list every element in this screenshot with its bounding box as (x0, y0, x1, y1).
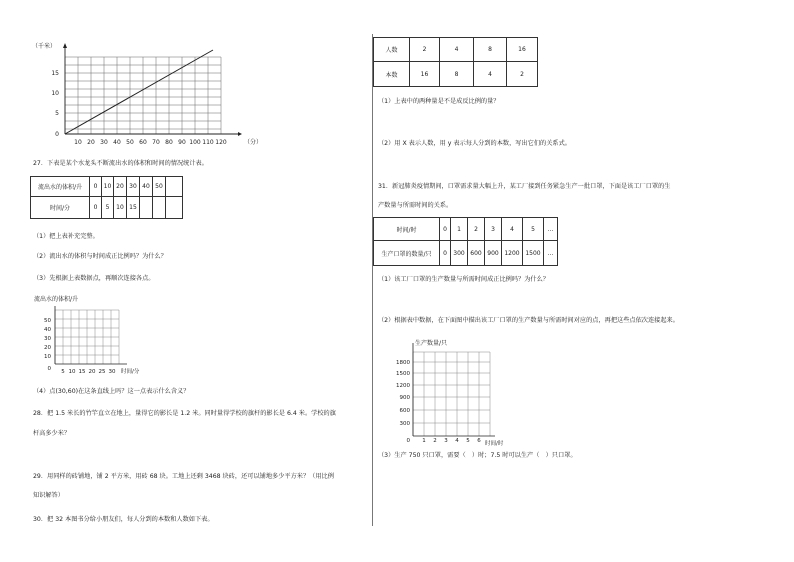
q30-row-label: 人数 (374, 38, 410, 62)
x-tick: 6 (477, 438, 481, 444)
q31-chart-ylabel: 生产数量/只 (415, 340, 448, 347)
table-cell: 2 (468, 218, 485, 241)
q30-sub1: （1）上表中的两种量是不是成反比例的量？ (378, 98, 500, 105)
table-cell: 1200 (502, 241, 523, 266)
table-cell: 0 (440, 218, 451, 241)
table-cell: 600 (468, 241, 485, 266)
q27-chart-ylabel: 流出水的体积/升 (34, 296, 79, 303)
q27-row-label: 时间/分 (31, 197, 90, 219)
x-tick: 10 (74, 139, 82, 146)
q31-row-label: 时间/时 (374, 218, 440, 241)
x-tick: 20 (87, 139, 95, 146)
y-tick: 40 (44, 327, 51, 333)
y-tick: 10 (44, 354, 51, 360)
table-cell: 10 (102, 177, 114, 197)
table-cell: 40 (140, 177, 153, 197)
table-cell: 900 (485, 241, 502, 266)
table-cell: 15 (127, 197, 140, 219)
q31-chart (373, 335, 513, 447)
y-tick: 600 (399, 408, 410, 414)
y-tick: 20 (44, 345, 51, 351)
y-tick: 900 (399, 395, 410, 401)
column-divider (372, 34, 373, 526)
table-cell: 30 (127, 177, 140, 197)
q31-table (373, 217, 558, 266)
x-tick: 50 (126, 139, 134, 146)
x-tick: 4 (455, 438, 459, 444)
origin-label: 0 (47, 366, 51, 372)
table-cell: 8 (440, 62, 474, 87)
x-tick: 5 (466, 438, 470, 444)
table-cell: … (544, 218, 558, 241)
x-unit-label: （分） (244, 139, 263, 146)
q30-sub2: （2）用 X 表示人数，用 y 表示每人分到的本数，写出它们的关系式。 (378, 140, 571, 147)
y-tick: 15 (51, 70, 59, 77)
distance-line (65, 50, 213, 134)
y-tick: 1800 (396, 360, 410, 366)
table-cell (153, 197, 166, 219)
y-unit-label: （千米） (32, 43, 57, 50)
y-tick: 0 (55, 131, 59, 138)
y-tick: 1500 (396, 371, 410, 377)
q27-title: 27．下表是某个水龙头不断流出水的体积和时间的情况统计表。 (33, 160, 208, 167)
q31-line1: 31．新冠肺炎疫情期间，口罩需求量大幅上升，某工厂接到任务紧急生产一批口罩，下面是该工厂口罩的生 (378, 183, 671, 190)
table-cell: 4 (474, 62, 507, 87)
q30-table (373, 37, 538, 87)
x-tick: 3 (444, 438, 448, 444)
q29-line2: 知识解答） (33, 492, 64, 499)
x-tick: 30 (108, 369, 116, 375)
distance-time-chart (30, 38, 263, 150)
q31-sub1: （1）该工厂口罩的生产数量与所需时间成正比例吗？为什么？ (378, 276, 549, 283)
table-cell: 16 (410, 62, 440, 87)
q27-table (30, 176, 183, 219)
q27-sub3: （3）先根据上表数据点，再顺次连接各点。 (33, 275, 155, 282)
q30-row-label: 本数 (374, 62, 410, 87)
q28-line1: 28．把 1.5 米长的竹竿直立在地上，量得它的影长是 1.2 米。同时量得学校的旗杆的影长是 6.4 米。学校的旗 (33, 410, 336, 417)
q27-chart-xlabel: 时间/分 (121, 369, 140, 375)
table-cell: 2 (507, 62, 538, 87)
q27-sub1: （1）把上表补充完整。 (33, 233, 99, 240)
table-cell: 50 (153, 177, 166, 197)
x-tick: 20 (88, 369, 96, 375)
table-cell: 4 (440, 38, 474, 62)
table-cell: 16 (507, 38, 538, 62)
y-tick: 50 (44, 318, 51, 324)
y-tick: 10 (51, 90, 59, 97)
x-tick: 80 (165, 139, 173, 146)
table-cell: 20 (114, 177, 127, 197)
y-tick: 1200 (396, 383, 410, 389)
q27-chart (30, 292, 170, 380)
x-tick: 110 (202, 139, 214, 146)
y-tick: 5 (55, 110, 59, 117)
q28-line2: 杆高多少米？ (33, 430, 71, 437)
table-cell: 0 (90, 177, 102, 197)
x-tick: 2 (433, 438, 437, 444)
table-cell: 5 (523, 218, 544, 241)
q30-title: 30．把 32 本图书分给小朋友们，每人分到的本数和人数如下表。 (33, 516, 214, 523)
table-cell: 10 (114, 197, 127, 219)
q29-line1: 29．用同样的砖铺地，铺 2 平方米，用砖 68 块。工地上还剩 3468 块砖，还可以铺地多少平方米？（用比例 (33, 473, 334, 480)
q27-sub4: （4）点(30,60)在这条直线上吗？这一点表示什么含义？ (33, 388, 190, 395)
table-cell: 8 (474, 38, 507, 62)
y-tick: 300 (399, 421, 410, 427)
table-cell (140, 197, 153, 219)
x-tick: 1 (422, 438, 426, 444)
table-cell (166, 197, 183, 219)
x-tick: 30 (100, 139, 108, 146)
origin-label: 0 (406, 438, 410, 444)
x-tick: 15 (78, 369, 86, 375)
q27-sub2: （2）流出水的体积与时间成正比例吗？为什么？ (33, 253, 167, 260)
x-tick: 90 (178, 139, 186, 146)
table-cell: 1 (451, 218, 468, 241)
q31-line2: 产数量与所需时间的关系。 (378, 202, 453, 209)
x-tick: 5 (61, 369, 65, 375)
table-cell: 3 (485, 218, 502, 241)
table-cell: … (544, 241, 558, 266)
q27-row-label: 流出水的体积/升 (31, 177, 90, 197)
table-cell: 4 (502, 218, 523, 241)
x-tick: 70 (152, 139, 160, 146)
x-tick: 10 (68, 369, 76, 375)
q31-sub3: （3）生产 750 只口罩，需要（ ）时；7.5 时可以生产（ ）只口罩。 (378, 452, 577, 459)
table-cell: 300 (451, 241, 468, 266)
table-cell: 2 (410, 38, 440, 62)
table-cell: 0 (440, 241, 451, 266)
y-tick: 30 (44, 336, 51, 342)
table-cell: 5 (102, 197, 114, 219)
q31-chart-xlabel: 时间/时 (485, 441, 504, 447)
table-cell (166, 177, 183, 197)
table-cell: 1500 (523, 241, 544, 266)
x-tick: 100 (189, 139, 201, 146)
q31-sub2: （2）根据表中数据，在下面图中描出该工厂口罩的生产数量与所需时间对应的点，再把这些点依次连接起来。 (378, 317, 679, 324)
x-tick: 25 (98, 369, 106, 375)
x-tick: 40 (113, 139, 121, 146)
x-tick: 60 (139, 139, 147, 146)
table-cell: 0 (90, 197, 102, 219)
q31-row-label: 生产口罩的数量/只 (374, 241, 440, 266)
x-tick: 120 (215, 139, 227, 146)
